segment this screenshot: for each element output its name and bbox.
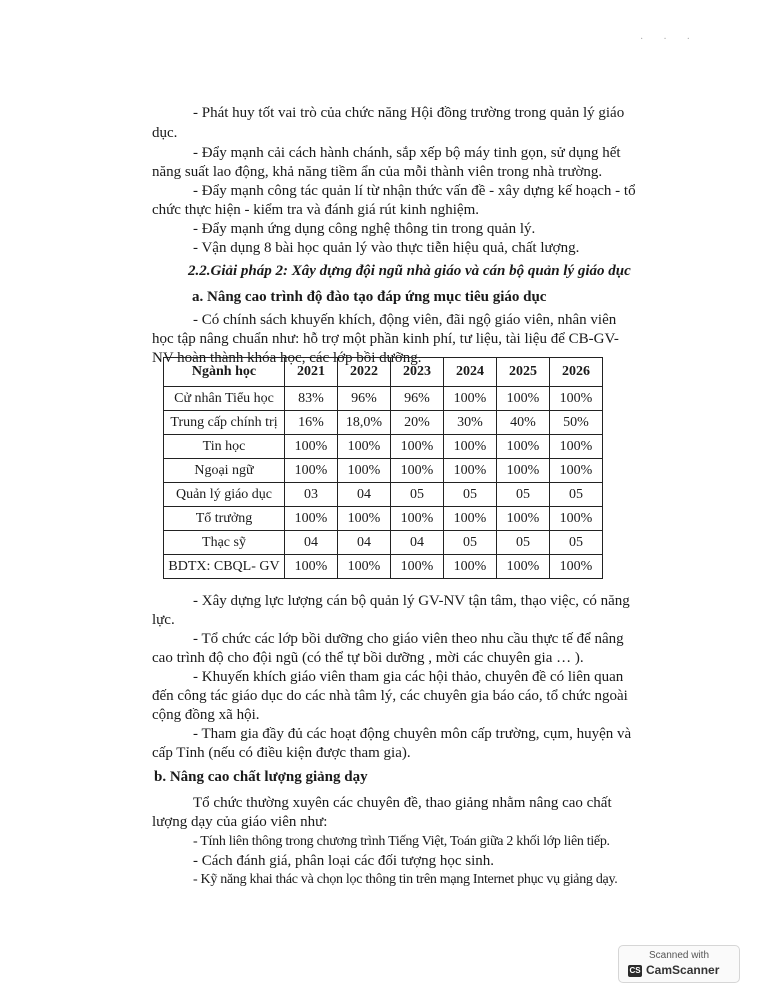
table-cell: 83% bbox=[285, 387, 338, 411]
table-cell: 100% bbox=[391, 507, 444, 531]
table-cell: 04 bbox=[285, 531, 338, 555]
table-row bbox=[164, 459, 603, 483]
table-cell: 100% bbox=[338, 435, 391, 459]
table-cell: 100% bbox=[497, 555, 550, 579]
paragraph-line: - Kỹ năng khai thác và chọn lọc thông tin trên mạng Internet phục vụ giảng dạy. bbox=[193, 872, 618, 887]
table-cell: 100% bbox=[497, 459, 550, 483]
paragraph-line: - Đẩy mạnh cải cách hành chánh, sắp xếp bộ máy tinh gọn, sử dụng hết bbox=[193, 145, 621, 161]
paragraph-line: dục. bbox=[152, 125, 178, 141]
table-header-cell: 2026 bbox=[550, 358, 603, 387]
paragraph-line: - Phát huy tốt vai trò của chức năng Hội đồng trường trong quản lý giáo bbox=[193, 105, 625, 121]
table-cell: 05 bbox=[497, 531, 550, 555]
table-cell: 100% bbox=[497, 507, 550, 531]
table-cell: 03 bbox=[285, 483, 338, 507]
table-cell: 100% bbox=[550, 435, 603, 459]
table-row bbox=[164, 507, 603, 531]
table-cell: Ngoại ngữ bbox=[164, 459, 285, 483]
paragraph-line: chức thực hiện - kiểm tra và đánh giá rút kinh nghiệm. bbox=[152, 202, 479, 218]
section-a-heading: a. Nâng cao trình độ đào tạo đáp ứng mục tiêu giáo dục bbox=[192, 289, 547, 305]
paragraph-line: cấp Tỉnh (nếu có điều kiện được tham gia). bbox=[152, 745, 411, 761]
table-cell: 05 bbox=[497, 483, 550, 507]
table-cell: Quản lý giáo dục bbox=[164, 483, 285, 507]
table-cell: Thạc sỹ bbox=[164, 531, 285, 555]
table-cell: 30% bbox=[444, 411, 497, 435]
table-cell: 05 bbox=[444, 483, 497, 507]
table-cell: 100% bbox=[550, 459, 603, 483]
paragraph-line: cao trình độ cho đội ngũ (có thể tự bồi dưỡng , mời các chuyên gia … ). bbox=[152, 650, 584, 666]
table-cell: 100% bbox=[444, 507, 497, 531]
camscanner-logo-icon: CS bbox=[629, 966, 641, 975]
paragraph-line: - Vận dụng 8 bài học quản lý vào thực tiễn hiệu quả, chất lượng. bbox=[193, 240, 580, 256]
table-row bbox=[164, 483, 603, 507]
paragraph-line: - Tổ chức các lớp bồi dưỡng cho giáo viên theo nhu cầu thực tế để nâng bbox=[193, 631, 624, 647]
paragraph-line: - Cách đánh giá, phân loại các đối tượng học sinh. bbox=[193, 853, 494, 869]
paragraph-line: lực. bbox=[152, 612, 175, 628]
paragraph-line: cộng đồng xã hội. bbox=[152, 707, 260, 723]
table-cell: 100% bbox=[391, 459, 444, 483]
table-cell: 100% bbox=[285, 459, 338, 483]
scan-specks: ··· bbox=[640, 34, 710, 45]
table-cell: 100% bbox=[444, 459, 497, 483]
paragraph-line: - Tính liên thông trong chương trình Tiếng Việt, Toán giữa 2 khối lớp liên tiếp. bbox=[193, 834, 610, 849]
table-cell: 96% bbox=[391, 387, 444, 411]
section-b-heading: b. Nâng cao chất lượng giảng dạy bbox=[154, 769, 368, 785]
table-cell: 05 bbox=[550, 483, 603, 507]
table-cell: 100% bbox=[338, 459, 391, 483]
table-header-cell: 2023 bbox=[391, 358, 444, 387]
table-cell: 50% bbox=[550, 411, 603, 435]
table-cell: 100% bbox=[285, 507, 338, 531]
table-cell: 100% bbox=[338, 507, 391, 531]
table-header-cell: Ngành học bbox=[164, 358, 285, 387]
paragraph-line: Tổ chức thường xuyên các chuyên đề, thao giảng nhằm nâng cao chất bbox=[193, 795, 612, 811]
table-cell: 100% bbox=[550, 555, 603, 579]
paragraph-line: - Khuyến khích giáo viên tham gia các hội thảo, chuyên đề có liên quan bbox=[193, 669, 624, 685]
table-cell: 100% bbox=[550, 387, 603, 411]
table-cell: Cử nhân Tiểu học bbox=[164, 387, 285, 411]
table-cell: 16% bbox=[285, 411, 338, 435]
table-cell: 100% bbox=[285, 555, 338, 579]
table-cell: 100% bbox=[497, 435, 550, 459]
camscanner-watermark bbox=[618, 945, 740, 983]
table-cell: 40% bbox=[497, 411, 550, 435]
paragraph-line: lượng dạy của giáo viên như: bbox=[152, 814, 328, 830]
table-row bbox=[164, 531, 603, 555]
paragraph-line: năng suất lao động, khả năng tiềm ẩn của mỗi thành viên trong nhà trường. bbox=[152, 164, 603, 180]
table-header-cell: 2021 bbox=[285, 358, 338, 387]
camscanner-name: CamScanner bbox=[646, 963, 720, 977]
table-cell: 100% bbox=[338, 555, 391, 579]
paragraph-line: đến công tác giáo dục do các nhà tâm lý, các chuyên gia báo cáo, tổ chức ngoài bbox=[152, 688, 628, 704]
paragraph-line: học tập nâng chuẩn như: hỗ trợ một phần kinh phí, tư liệu, tài liệu để CB-GV- bbox=[152, 331, 619, 347]
table-cell: Tin học bbox=[164, 435, 285, 459]
table-cell: 100% bbox=[550, 507, 603, 531]
paragraph-line: - Xây dựng lực lượng cán bộ quản lý GV-NV tận tâm, thạo việc, có năng bbox=[193, 593, 630, 609]
table-cell: 05 bbox=[550, 531, 603, 555]
table-cell: 100% bbox=[285, 435, 338, 459]
table-header-cell: 2022 bbox=[338, 358, 391, 387]
table-cell: 100% bbox=[444, 555, 497, 579]
table-cell: 05 bbox=[391, 483, 444, 507]
table-cell: 04 bbox=[338, 531, 391, 555]
scanned-with-text: Scanned with bbox=[648, 950, 710, 961]
table-cell: 100% bbox=[444, 435, 497, 459]
table-cell: 100% bbox=[497, 387, 550, 411]
training-table bbox=[163, 357, 603, 579]
table-cell: 100% bbox=[391, 555, 444, 579]
table-row bbox=[164, 411, 603, 435]
table-cell: Tổ trưởng bbox=[164, 507, 285, 531]
table-cell: 100% bbox=[391, 435, 444, 459]
table-cell: 100% bbox=[444, 387, 497, 411]
table-cell: 04 bbox=[391, 531, 444, 555]
table-cell: Trung cấp chính trị bbox=[164, 411, 285, 435]
table-cell: 20% bbox=[391, 411, 444, 435]
table-cell: 96% bbox=[338, 387, 391, 411]
solution-heading: 2.2.Giải pháp 2: Xây dựng đội ngũ nhà giáo và cán bộ quản lý giáo dục bbox=[188, 263, 631, 279]
table-row bbox=[164, 555, 603, 579]
table-cell: 04 bbox=[338, 483, 391, 507]
table-header-row bbox=[164, 358, 603, 387]
table-row bbox=[164, 435, 603, 459]
table-cell: 18,0% bbox=[338, 411, 391, 435]
paragraph-line: - Tham gia đầy đủ các hoạt động chuyên môn cấp trường, cụm, huyện và bbox=[193, 726, 632, 742]
table-header-cell: 2025 bbox=[497, 358, 550, 387]
table-header-cell: 2024 bbox=[444, 358, 497, 387]
paragraph-line: NV hoàn thành khóa học, các lớp bồi dưỡng. bbox=[152, 350, 422, 366]
table-cell: BDTX: CBQL- GV bbox=[164, 555, 285, 579]
table-cell: 05 bbox=[444, 531, 497, 555]
table-row bbox=[164, 387, 603, 411]
paragraph-line: - Đẩy mạnh ứng dụng công nghệ thông tin trong quản lý. bbox=[193, 221, 536, 237]
paragraph-line: - Có chính sách khuyến khích, động viên, đãi ngộ giáo viên, nhân viên bbox=[193, 312, 617, 328]
paragraph-line: - Đẩy mạnh công tác quản lí từ nhận thức vấn đề - xây dựng kế hoạch - tổ bbox=[193, 183, 636, 199]
